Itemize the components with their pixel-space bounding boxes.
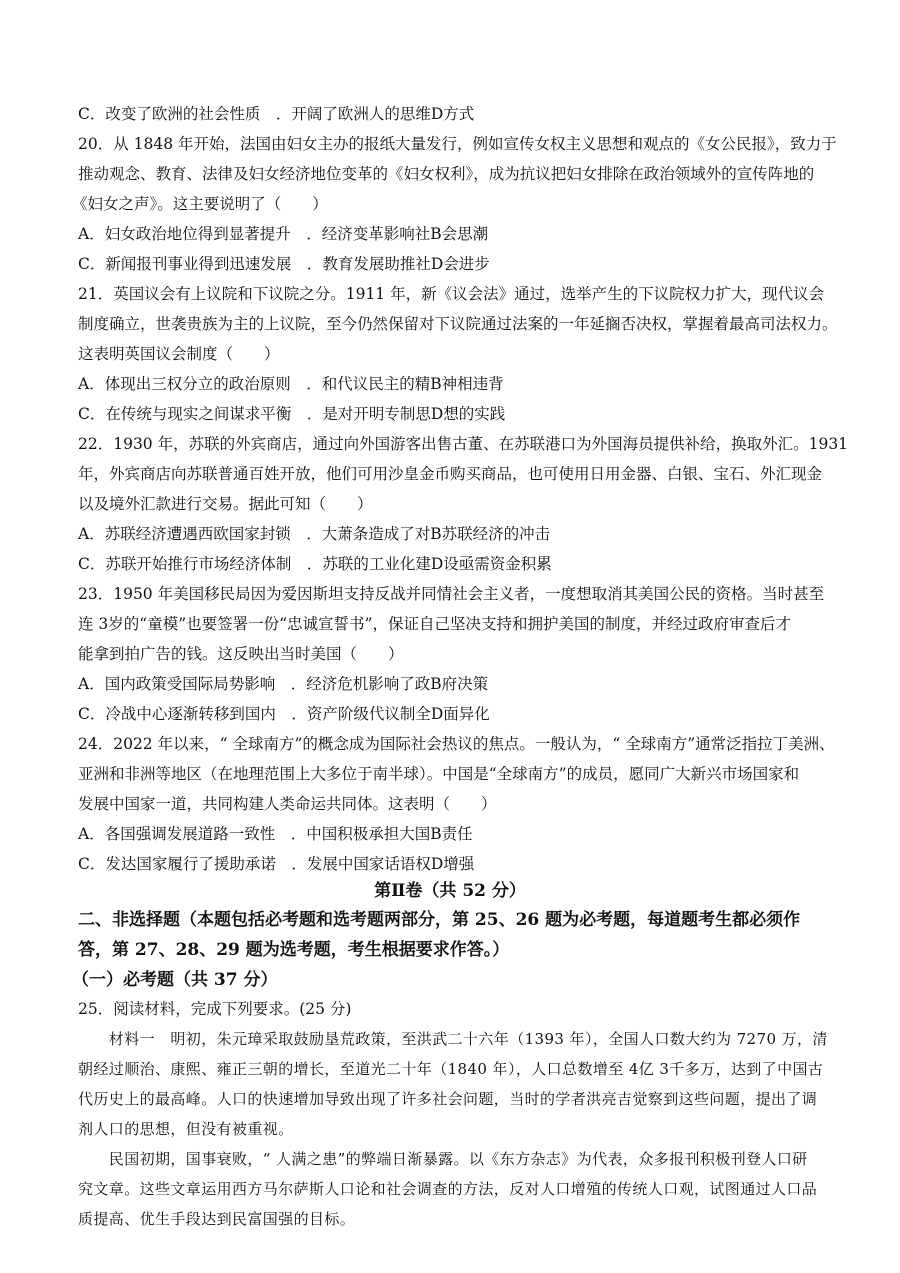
q24-stem-line-3: 发展中国家一道，共同构建人类命运共同体。这表明（ ） xyxy=(78,795,497,813)
q22-stem-line-3: 以及境外汇款进行交易。据此可知（ ） xyxy=(78,495,373,513)
q23-option-c-d: C．冷战中心逐渐转移到国内 ．资产阶级代议制全D面异化 xyxy=(78,705,490,723)
q22-option-c-d: C．苏联开始推行市场经济体制 ．苏联的工业化建D设亟需资金积累 xyxy=(78,555,552,573)
material-paragraph-1-line-2: 朝经过顺治、康熙、雍正三朝的增长，至道光二十年（1840 年），人口总数增至 4亿 3千多万，达到了中国古 xyxy=(78,1060,824,1078)
q21-option-c-d: C．在传统与现实之间谋求平衡 ．是对开明专制思D想的实践 xyxy=(78,405,506,423)
q22-option-a-b: A．苏联经济遭遇西欧国家封锁 ．大萧条造成了对B苏联经济的冲击 xyxy=(78,525,551,543)
q20-stem-line-2: 推动观念、教育、法律及妇女经济地位变革的《妇女权利》，成为抗议把妇女排除在政治领域外的宣传阵地的 xyxy=(78,165,815,183)
q25-prompt: 25．阅读材料，完成下列要求。(25 分) xyxy=(78,1000,352,1018)
q21-option-a-b: A．体现出三权分立的政治原则 ．和代议民主的精B神相违背 xyxy=(78,375,504,393)
q24-option-a-b: A．各国强调发展道路一致性 ．中国积极承担大国B责任 xyxy=(78,825,473,843)
material-paragraph-2-line-3: 质提高、优生手段达到民富国强的目标。 xyxy=(78,1210,356,1228)
q23-option-a-b: A．国内政策受国际局势影响 ．经济危机影响了政B府决策 xyxy=(78,675,489,693)
q21-stem-line-3: 这表明英国议会制度（ ） xyxy=(78,345,280,363)
material-paragraph-1-line-3: 代历史上的最高峰。人口的快速增加导致出现了许多社会问题，当时的学者洪亮吉觉察到这些问题，提出了调 xyxy=(78,1090,818,1108)
part-heading-line-2: 答，第 27、28、29 题为选考题，考生根据要求作答。） xyxy=(78,940,510,960)
material-paragraph-2-line-1: 民国初期，国事衰败，“ 人满之患”的弊端日渐暴露。以《东方杂志》为代表，众多报刊积极刊登人口研 xyxy=(78,1150,808,1168)
material-paragraph-1-line-4: 剂人口的思想，但没有被重视。 xyxy=(78,1120,294,1138)
material-paragraph-2-line-2: 究文章。这些文章运用西方马尔萨斯人口论和社会调查的方法，反对人口增殖的传统人口观，试图通过人口品 xyxy=(78,1180,818,1198)
material-paragraph-1-line-1: 材料一 明初，朱元璋采取鼓励垦荒政策，至洪武二十六年（1393 年），全国人口数大约为 7270 万，清 xyxy=(78,1030,828,1048)
q20-option-a-b: A．妇女政治地位得到显著提升 ．经济变革影响社B会思潮 xyxy=(78,225,489,243)
q21-stem-line-2: 制度确立，世袭贵族为主的上议院，至今仍然保留对下议院通过法案的一年延搁否决权，掌握着最高司法权力。 xyxy=(78,315,838,333)
q20-stem-line-3: 《妇女之声》。这主要说明了（ ） xyxy=(72,195,328,213)
q23-stem-line-3: 能拿到拍广告的钱。这反映出当时美国（ ） xyxy=(78,645,404,663)
q19-option-c-d: C．改变了欧洲的社会性质 ．开阔了欧洲人的思维D方式 xyxy=(78,105,475,123)
q23-stem-line-2: 连 3岁的“童模”也要签署一份“忠诚宣誓书”，保证自己坚决支持和拥护美国的制度，并经过政府审查后才 xyxy=(78,615,791,633)
q24-stem-line-1: 24．2022 年以来，“ 全球南方”的概念成为国际社会热议的焦点。一般认为，“ 全球南方”通常泛指拉丁美洲、 xyxy=(78,735,835,753)
q24-option-c-d: C．发达国家履行了援助承诺 ．发展中国家话语权D增强 xyxy=(78,855,475,873)
part-heading-line-1: 二、非选择题（本题包括必考题和选考题两部分，第 25、26 题为必考题，每道题考生都必须作 xyxy=(78,910,801,930)
q20-option-c-d: C．新闻报刊事业得到迅速发展 ．教育发展助推社D会进步 xyxy=(78,255,490,273)
section-title: 第Ⅱ卷（共 52 分） xyxy=(374,881,526,901)
q22-stem-line-1: 22．1930 年，苏联的外宾商店，通过向外国游客出售古董、在苏联港口为外国海员提供补给，换取外汇。1931 xyxy=(78,435,849,453)
sub-heading: （一）必考题（共 37 分） xyxy=(72,970,278,990)
q20-stem-line-1: 20．从 1848 年开始，法国由妇女主办的报纸大量发行，例如宣传女权主义思想和观点的《女公民报》，致力于 xyxy=(78,135,837,153)
q24-stem-line-2: 亚洲和非洲等地区（在地理范围上大多位于南半球）。中国是“全球南方”的成员，愿同广大新兴市场国家和 xyxy=(78,765,800,783)
q21-stem-line-1: 21．英国议会有上议院和下议院之分。1911 年，新《议会法》通过，选举产生的下议院权力扩大，现代议会 xyxy=(78,285,825,303)
q22-stem-line-2: 年，外宾商店向苏联普通百姓开放，他们可用沙皇金币购买商品，也可使用日用金器、白银、宝石、外汇现金 xyxy=(78,465,823,483)
q23-stem-line-1: 23．1950 年美国移民局因为爱因斯坦支持反战并同情社会主义者，一度想取消其美国公民的资格。当时甚至 xyxy=(78,585,825,603)
